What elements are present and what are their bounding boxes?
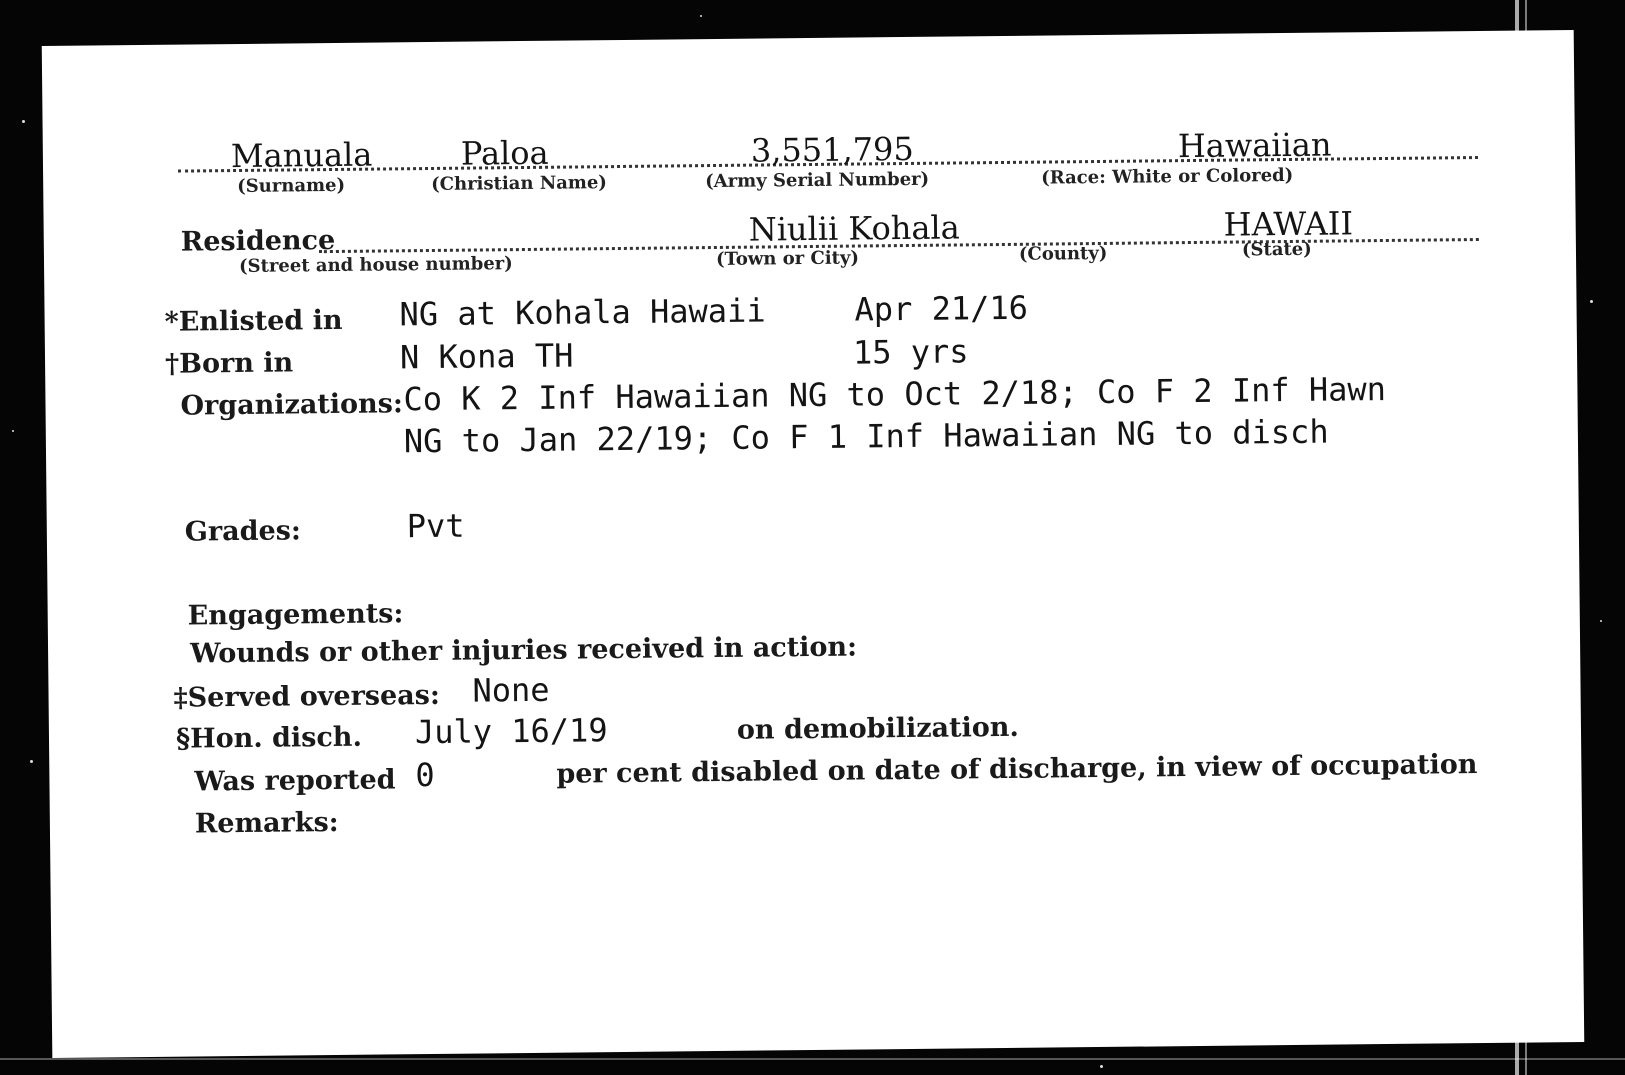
town-caption: (Town or City)	[715, 247, 860, 270]
born-place-value: N Kona TH	[399, 336, 574, 377]
remarks-label: Remarks:	[194, 806, 339, 840]
street-caption: (Street and house number)	[238, 253, 513, 277]
discharge-suffix: on demobilization.	[736, 711, 1020, 746]
serial-number-value: 3,551,795	[750, 129, 914, 170]
christian-name-caption: (Christian Name)	[431, 172, 608, 195]
discharge-date-value: July 16/19	[414, 711, 608, 752]
organizations-line-1: Co K 2 Inf Hawaiian NG to Oct 2/18; Co F 2 Inf Hawn	[403, 369, 1387, 419]
reported-label: Was reported	[194, 764, 396, 798]
service-record-card	[42, 30, 1585, 1058]
organizations-line-2: NG to Jan 22/19; Co F 1 Inf Hawaiian NG to disch	[403, 412, 1329, 461]
reported-value: 0	[415, 755, 435, 795]
grades-value: Pvt	[406, 506, 465, 546]
served-overseas-label: ‡Served overseas:	[173, 679, 441, 714]
enlisted-label: *Enlisted in	[164, 304, 343, 338]
born-label: †Born in	[164, 347, 294, 380]
discharge-label: §Hon. disch.	[175, 721, 363, 755]
engagements-label: Engagements:	[187, 598, 404, 632]
surname-caption: (Surname)	[237, 174, 346, 198]
enlisted-date-value: Apr 21/16	[854, 288, 1029, 329]
surname-value: Manuala	[230, 135, 373, 176]
organizations-label: Organizations:	[180, 388, 404, 422]
residence-state-value: HAWAII	[1223, 204, 1354, 244]
serial-number-caption: (Army Serial Number)	[705, 168, 930, 193]
residence-label: Residence	[180, 224, 336, 258]
wounds-label: Wounds or other injuries received in action:	[189, 631, 858, 670]
enlisted-place-value: NG at Kohala Hawaii	[399, 291, 766, 334]
reported-suffix: per cent disabled on date of discharge, in view of occupation	[556, 749, 1478, 790]
grades-label: Grades:	[184, 515, 302, 548]
residence-town-value: Niulii Kohala	[748, 208, 960, 249]
served-overseas-value: None	[472, 670, 550, 710]
county-caption: (County)	[1018, 242, 1108, 265]
race-value: Hawaiian	[1177, 125, 1332, 166]
christian-name-value: Paloa	[460, 133, 549, 173]
race-caption: (Race: White or Colored)	[1041, 164, 1294, 189]
state-caption: (State)	[1241, 238, 1312, 261]
born-age-value: 15 yrs	[852, 332, 969, 372]
